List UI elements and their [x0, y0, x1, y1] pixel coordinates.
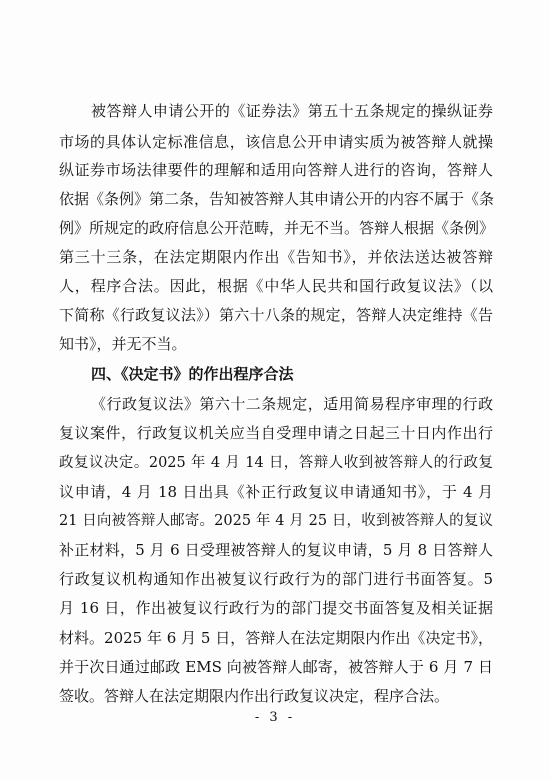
paragraph-2-line-4: 议申请，4 月 18 日出具《补正行政复议申请通知书》，于 4 月: [59, 483, 493, 501]
paragraph-1-line-5: 例》所规定的政府信息公开范畴，并无不当。答辩人根据《条例》: [59, 219, 495, 237]
paragraph-1-line-6: 第三十三条，在法定期限内作出《告知书》，并依法送达被答辩: [59, 248, 493, 266]
paragraph-1-line-7: 人，程序合法。因此，根据《中华人民共和国行政复议法》（以: [59, 277, 493, 295]
paragraph-2-line-8: 月 16 日，作出被复议行政行为的部门提交书面答复及相关证据: [59, 599, 493, 617]
paragraph-1-line-9: 知书》，并无不当。: [59, 335, 187, 353]
paragraph-2-line-1: 《行政复议法》第六十二条规定，适用简易程序审理的行政: [91, 395, 493, 413]
paragraph-1-line-3: 纵证券市场法律要件的理解和适用向答辩人进行的咨询，答辩人: [59, 161, 493, 179]
paragraph-2-line-11: 签收。答辩人在法定期限内作出行政复议决定，程序合法。: [59, 687, 450, 705]
paragraph-1-line-2: 市场的具体认定标准信息，该信息公开申请实质为被答辩人就操: [59, 133, 493, 151]
paragraph-1-line-8: 下简称《行政复议法》）第六十八条的规定，答辩人决定维持《告: [59, 306, 493, 324]
paragraph-2-line-5: 21 日向被答辩人邮寄。2025 年 4 月 25 日，收到被答辩人的复议: [59, 513, 493, 529]
page-number: - 3 -: [254, 710, 296, 725]
paragraph-2-line-6: 补正材料，5 月 6 日受理被答辩人的复议申请，5 月 8 日答辩人: [59, 541, 493, 559]
paragraph-2-line-3: 政复议决定。2025 年 4 月 14 日，答辩人收到被答辩人的行政复: [59, 455, 493, 471]
section-heading: 四、《决定书》的作出程序合法: [91, 365, 294, 383]
paragraph-2-line-10: 并于次日通过邮政 EMS 向被答辩人邮寄，被答辩人于 6 月 7 日: [59, 658, 493, 676]
paragraph-2-line-9: 材料。2025 年 6 月 5 日，答辩人在法定期限内作出《决定书》，: [59, 629, 493, 647]
paragraph-1-line-1: 被答辩人申请公开的《证券法》第五十五条规定的操纵证券: [91, 102, 493, 120]
paragraph-2-line-7: 行政复议机构通知作出被复议行政行为的部门进行书面答复。5: [59, 570, 493, 588]
paragraph-1-line-4: 依据《条例》第二条，告知被答辩人其申请公开的内容不属于《条: [59, 190, 495, 208]
paragraph-2-line-2: 复议案件，行政复议机关应当自受理申请之日起三十日内作出行: [59, 424, 493, 442]
